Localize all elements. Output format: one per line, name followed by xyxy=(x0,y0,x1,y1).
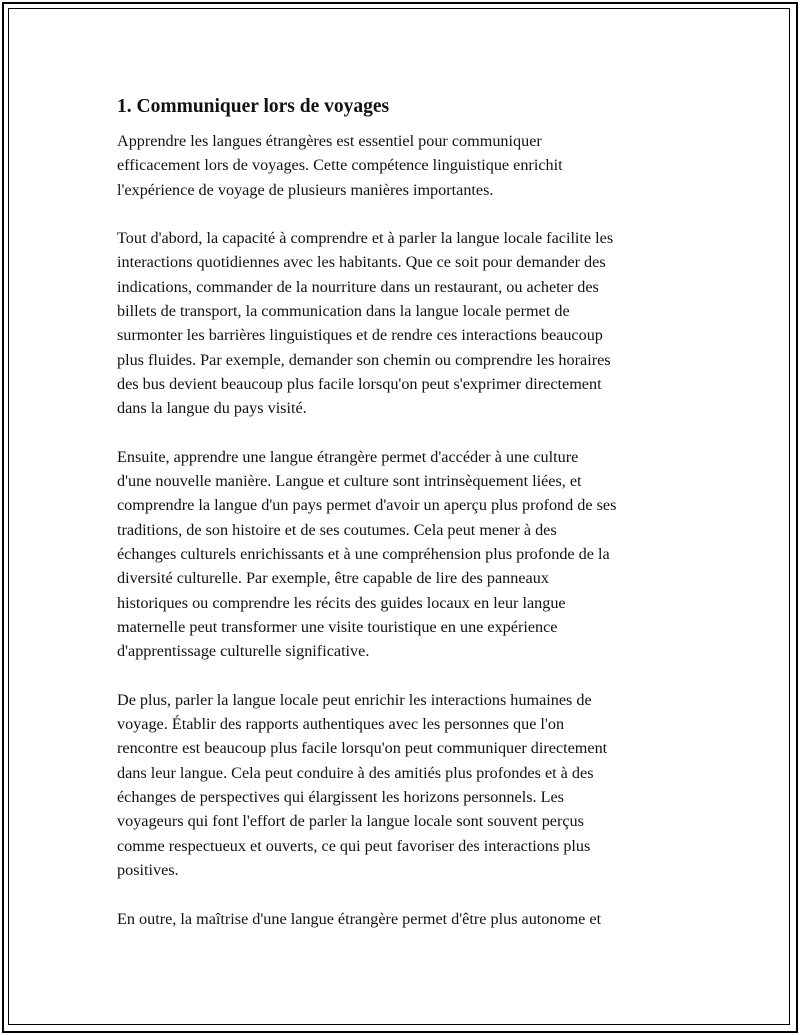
paragraph-autonomy xyxy=(117,907,697,931)
text-line: diversité culturelle. Par exemple, être capable de lire des panneaux xyxy=(117,569,549,588)
section-heading: 1. Communiquer lors de voyages xyxy=(117,96,390,117)
text-line: dans leur langue. Cela peut conduire à des amitiés plus profondes et à des xyxy=(117,763,594,782)
text-line: interactions quotidiennes avec les habitants. Que ce soit pour demander des xyxy=(117,253,606,272)
text-line: historiques ou comprendre les récits des guides locaux en leur langue xyxy=(117,593,566,612)
text-line: billets de transport, la communication dans la langue locale permet de xyxy=(117,302,570,321)
text-line: comme respectueux et ouverts, ce qui peut favoriser des interactions plus xyxy=(117,836,591,855)
text-line: plus fluides. Par exemple, demander son chemin ou comprendre les horaires xyxy=(117,350,611,369)
paragraph-human-interactions xyxy=(117,688,697,882)
text-line: voyage. Établir des rapports authentiques avec les personnes que l'on xyxy=(117,715,565,734)
text-line: De plus, parler la langue locale peut enrichir les interactions humaines de xyxy=(117,690,592,709)
text-line: maternelle peut transformer une visite touristique en une expérience xyxy=(117,617,558,636)
text-line: Ensuite, apprendre une langue étrangère permet d'accéder à une culture xyxy=(117,447,579,466)
paragraph-intro xyxy=(117,129,697,202)
text-line: rencontre est beaucoup plus facile lorsqu'on peut communiquer directement xyxy=(117,739,608,758)
text-line: d'apprentissage culturelle significative. xyxy=(117,642,370,661)
text-line: dans la langue du pays visité. xyxy=(117,399,307,418)
text-line: voyageurs qui font l'effort de parler la langue locale sont souvent perçus xyxy=(117,812,584,831)
text-line: En outre, la maîtrise d'une langue étrangère permet d'être plus autonome et xyxy=(117,909,602,928)
paragraph-daily-interactions xyxy=(117,226,697,420)
text-line: Tout d'abord, la capacité à comprendre et à parler la langue locale facilite les xyxy=(117,229,614,248)
text-line: l'expérience de voyage de plusieurs manières importantes. xyxy=(117,180,494,199)
text-line: surmonter les barrières linguistiques et de rendre ces interactions beaucoup xyxy=(117,326,603,345)
text-line: efficacement lors de voyages. Cette compétence linguistique enrichit xyxy=(117,156,563,175)
document-body xyxy=(117,94,697,955)
paragraph-culture xyxy=(117,445,697,664)
text-line: traditions, de son histoire et de ses coutumes. Cela peut mener à des xyxy=(117,520,557,539)
text-line: d'une nouvelle manière. Langue et culture sont intrinsèquement liées, et xyxy=(117,472,582,491)
text-line: indications, commander de la nourriture dans un restaurant, ou acheter des xyxy=(117,277,599,296)
text-line: comprendre la langue d'un pays permet d'avoir un aperçu plus profond de ses xyxy=(117,496,617,515)
text-line: échanges de perspectives qui élargissent les horizons personnels. Les xyxy=(117,788,564,807)
text-line: Apprendre les langues étrangères est essentiel pour communiquer xyxy=(117,132,542,150)
text-line: positives. xyxy=(117,860,179,879)
text-line: des bus devient beaucoup plus facile lorsqu'on peut s'exprimer directement xyxy=(117,374,602,393)
text-line: échanges culturels enrichissants et à une compréhension plus profonde de la xyxy=(117,545,610,564)
